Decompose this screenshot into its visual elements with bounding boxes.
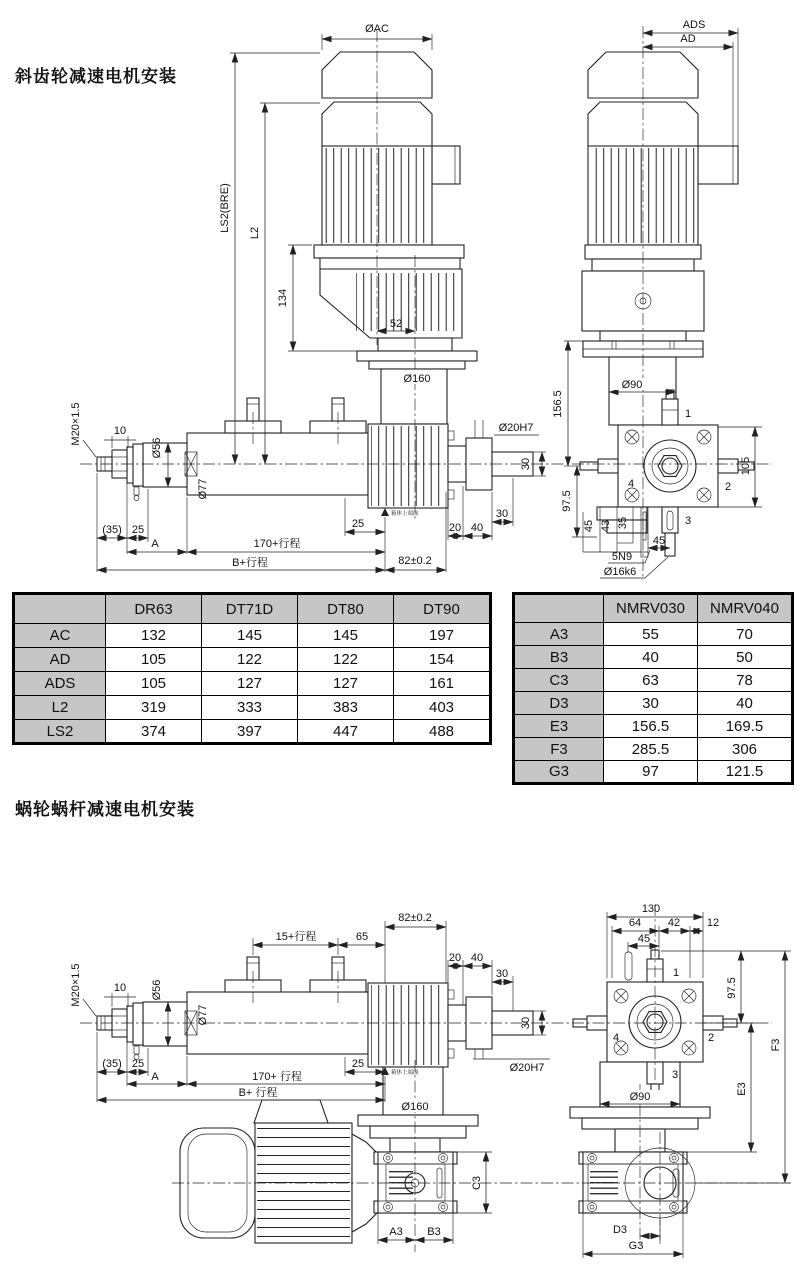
t2-cell: 63 [604,669,698,692]
t2-row-label: C3 [514,669,604,692]
dim-label-160-2: Ø160 [401,1101,429,1113]
t1-cell: 161 [394,672,491,696]
dim-label-77-2: Ø77 [197,1004,209,1026]
dim-label-56: Ø56 [151,437,163,459]
table-row [14,720,491,744]
t2-header: NMRV030 [604,594,698,623]
dim-label-43v: 43 [600,519,612,533]
t2-cell: 156.5 [604,715,698,738]
t1-cell: 488 [394,720,491,744]
t2-cell: 306 [698,738,793,761]
t2-row-label: A3 [514,623,604,646]
dim-label-30h-2: 30 [495,968,509,980]
port-label-1: 1 [684,408,692,420]
t2-cell: 70 [698,623,793,646]
dim-label-12: 12 [706,917,720,929]
t2-cell: 50 [698,646,793,669]
t2-row-label: D3 [514,692,604,715]
t2-cell: 121.5 [698,761,793,784]
dim-label-5n9: 5N9 [611,551,633,563]
t1-row-label: ADS [14,672,106,696]
port-label-1-2: 1 [672,967,680,979]
dim-label-77: Ø77 [197,478,209,500]
dim-label-b3: B3 [427,1226,441,1238]
dim-label-25r-2: 25 [351,1058,365,1070]
t1-cell: 197 [394,624,491,648]
port-label-2-2: 2 [707,1032,715,1044]
worm-dimension-table [512,592,794,785]
dim-label-stroke170: 170+行程 [253,538,301,550]
dim-label-56-2: Ø56 [151,979,163,1001]
t1-cell: 383 [298,696,394,720]
t1-row-label: AC [14,624,106,648]
dim-label-35p-2: (35) [102,1058,122,1070]
port-label-2: 2 [724,481,732,493]
table-row [514,715,793,738]
dim-label-20: 20 [448,522,462,534]
dim-label-ad: AD [680,33,696,45]
t2-cell: 97 [604,761,698,784]
t2-header: NMRV040 [698,594,793,623]
t1-row-label: LS2 [14,720,106,744]
t2-cell: 169.5 [698,715,793,738]
table-row [14,594,491,624]
t2-row-label: E3 [514,715,604,738]
dim-label-105: 105 [740,456,752,476]
dim-label-16k6: Ø16k6 [603,566,637,578]
dim-label-97-2: 97.5 [726,977,738,999]
dim-label-130: 130 [641,903,661,915]
dim-label-82-2: 82±0.2 [398,912,432,924]
dim-label-156: 156.5 [552,390,564,418]
t1-cell: 127 [298,672,394,696]
t1-cell: 127 [202,672,298,696]
t1-cell: 145 [298,624,394,648]
table-row [514,761,793,784]
box-face-note: 箱体上端面 [391,511,419,517]
t1-cell: 145 [202,624,298,648]
t2-cell: 55 [604,623,698,646]
section-title-helical: 斜齿轮减速电机安装 [15,67,177,86]
dim-label-strokeb-2: B+ 行程 [238,1087,278,1099]
t2-row-label: B3 [514,646,604,669]
dim-label-90: Ø90 [621,379,643,391]
dim-label-10-2: 10 [113,982,127,994]
motor-front-view [314,52,477,424]
table-row [514,594,793,623]
helical-dimension-table [12,592,492,745]
dim-label-ls2: LS2(BRE) [219,183,231,233]
table-row [514,738,793,761]
dim-label-g3: G3 [628,1240,644,1252]
t1-header: DT71D [202,594,298,624]
dim-label-160: Ø160 [403,373,431,385]
table-row [514,669,793,692]
dim-label-10: 10 [113,425,127,437]
dim-label-m20-2: M20×1.5 [70,963,82,1007]
worm-gearmotor-drawing [0,872,800,1272]
worm-gearmotor-front-view [180,1067,478,1243]
dim-label-f3: F3 [770,1038,782,1052]
t2-corner [514,594,604,623]
cylinder-front-view-2 [97,957,533,1067]
dim-label-30v: 30 [520,457,532,471]
t2-row-label: F3 [514,738,604,761]
port-label-4: 4 [627,478,635,490]
t1-cell: 374 [106,720,202,744]
port-label-3-2: 3 [671,1069,679,1081]
port-label-3: 3 [684,515,692,527]
dim-label-45-2: 45 [637,933,651,945]
box-face-note-2: 箱体上端面 [391,1070,419,1076]
t1-cell: 122 [298,648,394,672]
dim-label-c3: C3 [471,1175,483,1191]
t1-row-label: AD [14,648,106,672]
t1-header: DT90 [394,594,491,624]
dim-label-stroke15: 15+行程 [275,931,317,943]
dim-label-m20: M20×1.5 [70,402,82,446]
dim-label-52: 52 [389,318,403,330]
dim-label-25l: 25 [131,524,145,536]
helical-gearmotor-drawing [0,0,800,585]
t1-cell: 132 [106,624,202,648]
dim-label-20h7-2: Ø20H7 [509,1062,545,1074]
t1-cell: 447 [298,720,394,744]
t2-cell: 30 [604,692,698,715]
t1-header: DR63 [106,594,202,624]
t2-cell: 78 [698,669,793,692]
table-row [14,648,491,672]
table-row [14,672,491,696]
dim-label-90-2: Ø90 [629,1091,651,1103]
t2-cell: 40 [604,646,698,669]
t1-cell: 122 [202,648,298,672]
dim-label-20-2: 20 [448,952,462,964]
t1-cell: 333 [202,696,298,720]
dim-label-e3: E3 [736,1082,748,1096]
dim-label-strokeb: B+行程 [232,557,268,569]
dim-label-30v-2: 30 [520,1016,532,1030]
dim-label-30h: 30 [495,508,509,520]
output-flange-view-2 [570,950,737,1218]
dim-label-82: 82±0.2 [398,555,432,567]
t2-cell: 40 [698,692,793,715]
t1-cell: 105 [106,648,202,672]
t1-row-label: L2 [14,696,106,720]
port-label-4-2: 4 [612,1032,620,1044]
dim-label-stroke170-2: 170+ 行程 [252,1071,302,1083]
t1-cell: 319 [106,696,202,720]
t1-cell: 154 [394,648,491,672]
dim-label-ac: ØAC [365,23,389,35]
table-row [14,624,491,648]
dim-label-a-2: A [151,1071,159,1083]
dim-label-20h7: Ø20H7 [498,422,534,434]
dim-label-64: 64 [628,917,642,929]
table-row [514,646,793,669]
dim-label-134: 134 [277,288,289,308]
t1-cell: 403 [394,696,491,720]
table-row [14,696,491,720]
t2-cell: 285.5 [604,738,698,761]
t1-corner [14,594,106,624]
dim-label-35v: 35 [617,516,629,530]
section-title-worm: 蜗轮蜗杆减速电机安装 [15,800,195,819]
dim-label-25l-2: 25 [131,1058,145,1070]
dim-label-a3: A3 [389,1226,403,1238]
dim-label-97: 97.5 [561,490,573,512]
table-row [514,692,793,715]
dim-label-65: 65 [355,931,369,943]
motor-side-view [582,52,738,425]
dim-label-ads: ADS [682,19,706,31]
dim-label-l2: L2 [249,226,261,240]
dim-label-d3: D3 [612,1224,628,1236]
dim-label-45h: 45 [652,535,666,547]
dim-label-45v: 45 [583,519,595,533]
dim-label-a: A [151,538,159,550]
t1-header: DT80 [298,594,394,624]
dim-label-35p: (35) [102,524,122,536]
t1-cell: 105 [106,672,202,696]
t1-cell: 397 [202,720,298,744]
dim-label-42: 42 [667,917,681,929]
table-row [514,623,793,646]
dim-label-40-2: 40 [470,952,484,964]
dim-label-25r: 25 [351,518,365,530]
dim-label-40: 40 [470,522,484,534]
t2-row-label: G3 [514,761,604,784]
